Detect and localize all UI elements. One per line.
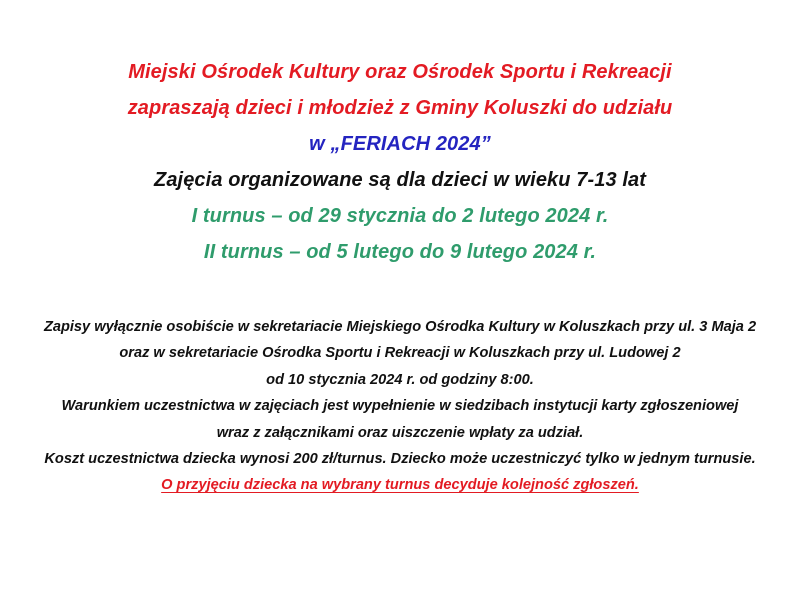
priority-note-line: O przyjęciu dziecka na wybrany turnus decyduje kolejność zgłoszeń.: [161, 477, 639, 494]
age-range-line: Zajęcia organizowane są dla dzieci w wieku 7-13 lat: [154, 169, 646, 191]
event-title-feriach: w „FERIACH 2024”: [309, 133, 491, 155]
registration-start-line: od 10 stycznia 2024 r. od godziny 8:00.: [266, 371, 534, 388]
registration-location-line-1: Zapisy wyłącznie osobiście w sekretariacie Miejskiego Ośrodka Kultury w Koluszkach przy ul. 3 Maja 2: [43, 319, 757, 335]
cost-line: Koszt uczestnictwa dziecka wynosi 200 zł/turnus. Dziecko może uczestniczyć tylko w jednym turnusie.: [44, 451, 756, 468]
invitation-line: zapraszają dzieci i młodzież z Gminy Koluszki do udziału: [127, 97, 673, 119]
poster-heading-block: [0, 0, 800, 270]
participation-condition-line-2: wraz z załącznikami oraz uiszczenie wpłaty za udział.: [216, 424, 584, 441]
turnus-2-dates: II turnus – od 5 lutego do 9 lutego 2024 r.: [203, 241, 597, 263]
organizers-line: Miejski Ośrodek Kultury oraz Ośrodek Sportu i Rekreacji: [128, 61, 672, 83]
participation-condition-line-1: Warunkiem uczestnictwa w zajęciach jest wypełnienie w siedzibach instytucji karty zgłoszeniowej: [61, 398, 739, 415]
poster-details-block: [0, 314, 800, 499]
turnus-1-dates: I turnus – od 29 stycznia do 2 lutego 2024 r.: [191, 205, 609, 227]
registration-location-line-2: oraz w sekretariacie Ośrodka Sportu i Rekreacji w Koluszkach przy ul. Ludowej 2: [119, 345, 681, 362]
